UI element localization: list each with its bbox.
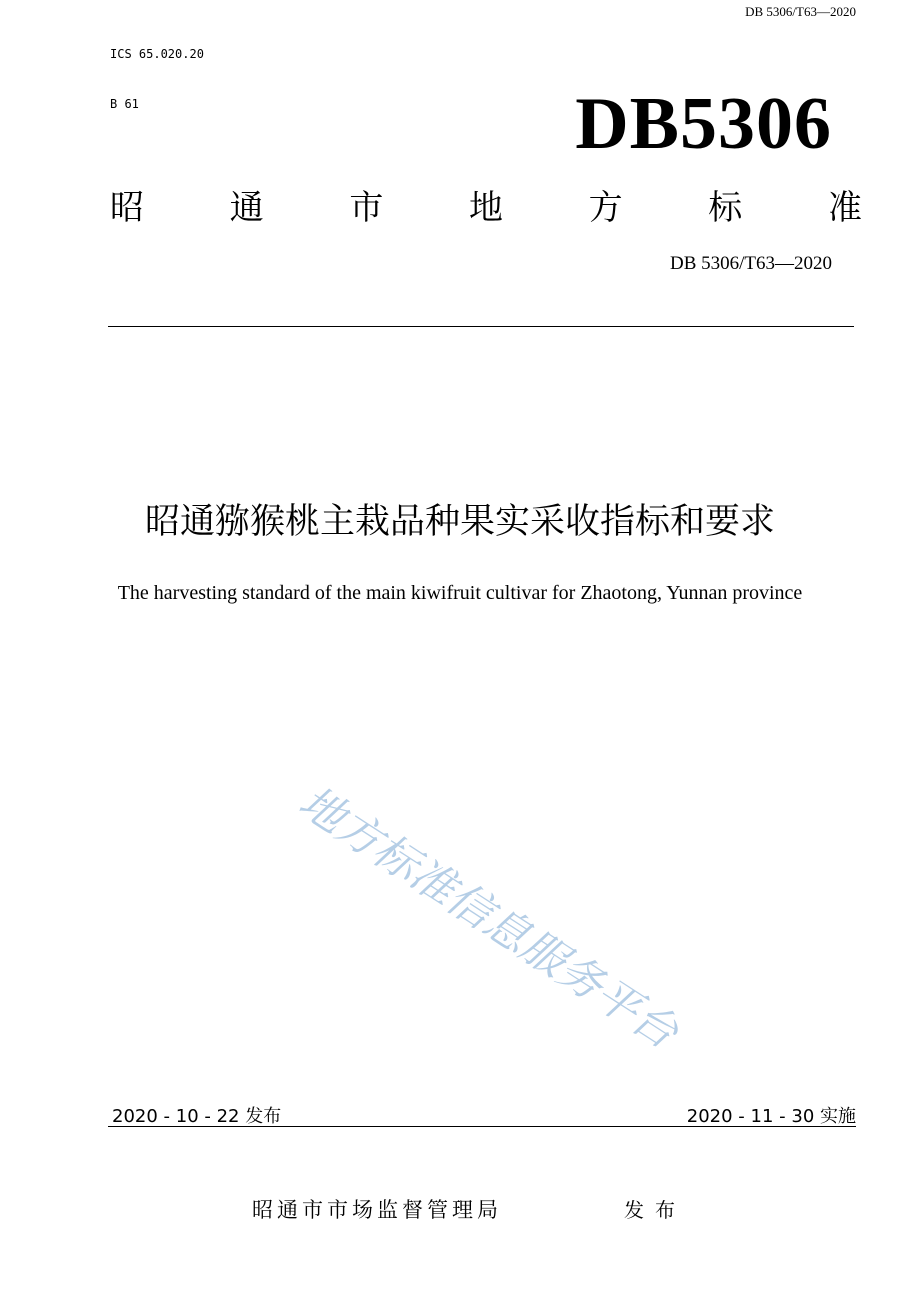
title-chinese: 昭通猕猴桃主栽品种果实采收指标和要求: [144, 502, 775, 542]
db-standard-mark: DB5306: [575, 83, 832, 165]
top-divider: [108, 326, 854, 327]
running-header-code: DB 5306/T63—2020: [745, 4, 856, 19]
watermark: 地方标准信息服务平台: [289, 776, 687, 1059]
implementation-date: 2020 - 11 - 30 实施: [686, 1106, 856, 1127]
ics-code: ICS 65.020.20: [110, 47, 204, 61]
title-english: The harvesting standard of the main kiwifruit cultivar for Zhaotong, Yunnan province: [117, 582, 803, 604]
issue-date: 2020 - 10 - 22 发布: [112, 1106, 282, 1127]
standard-type-char: 地: [468, 187, 503, 228]
bottom-divider: [108, 1126, 856, 1127]
issuing-action: 发布: [624, 1198, 686, 1222]
standard-type-char: 昭: [110, 187, 144, 228]
ccs-code: B 61: [110, 97, 139, 111]
issuing-authority: 昭通市市场监督管理局: [252, 1198, 502, 1222]
standard-type-char: 标: [708, 187, 743, 228]
standard-type-char: 通: [229, 187, 264, 228]
standard-type-char: 市: [349, 187, 384, 228]
standard-type-char: 准: [827, 187, 862, 228]
standard-type-heading: [110, 182, 862, 226]
standard-number: DB 5306/T63—2020: [669, 253, 832, 274]
standard-type-char: 方: [588, 187, 623, 228]
